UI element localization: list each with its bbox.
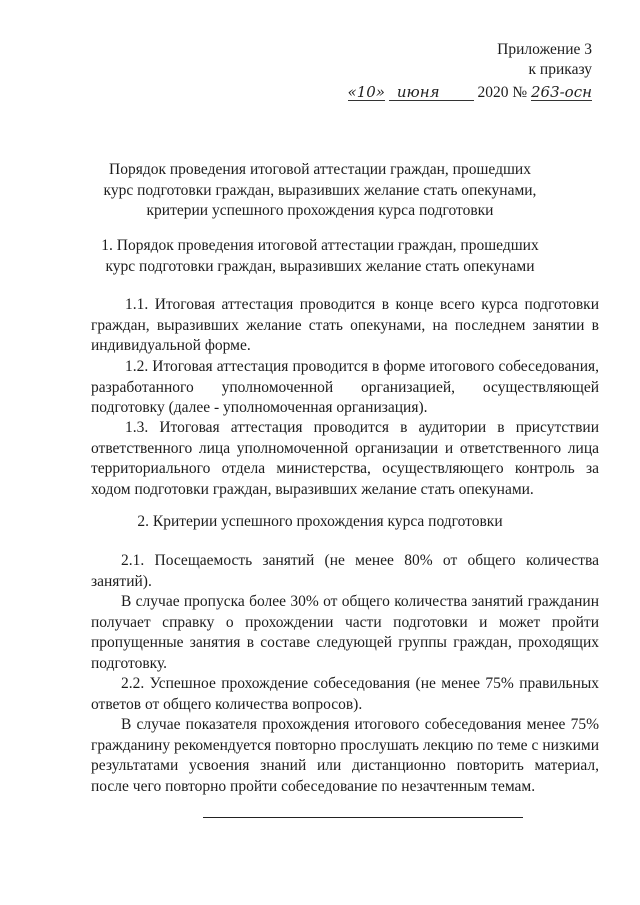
paragraph-2-2-note: В случае показателя прохождения итогового собеседования менее 75% гражданину рекомендуется повторно прослушать лекцию по теме с низкими результатами усвоения знаний или дистанционно повторить материал, после чего повторно пройти собеседование по незачтенным темам. [91,716,599,795]
order-number: 263-осн [530,83,592,101]
paragraph-1-3: 1.3. Итоговая аттестация проводится в аудитории в присутствии ответственного лица уполномоченной организации и ответственного лица территориального отдела министерства, осуществляющего контроль за ходом подготовки граждан, выразивших желание стать опекунами. [91,419,599,498]
order-year: 2020 № [477,84,528,101]
document-heading: Порядок проведения итоговой аттестации граждан, прошедших курс подготовки граждан, выразивших желание стать опекунами, критерии успешного прохождения курса подготовки [103,161,537,219]
paragraph-2-1-note: В случае пропуска более 30% от общего количества занятий гражданин получает справку о прохождении части подготовки и может пройти пропущенные занятия в составе следующей группы граждан, проходящих подготовку. [91,593,599,672]
paragraph-1-1: 1.1. Итоговая аттестация проводится в конце всего курса подготовки граждан, выразивших желание стать опекунами, на последнем занятии в индивидуальной форме. [91,296,599,354]
paragraph-2-1: 2.1. Посещаемость занятий (не менее 80% от общего количества занятий). [91,552,599,590]
paragraph-2-2: 2.2. Успешное прохождение собеседования (не менее 75% правильных ответов от общего количества вопросов). [91,675,599,713]
section-1-title: 1. Порядок проведения итоговой аттестации граждан, прошедших курс подготовки граждан, выразивших желание стать опекунами [101,237,539,275]
order-date-line [348,83,592,105]
order-month: июня [389,84,474,101]
closing-rule [203,817,523,818]
paragraph-1-2: 1.2. Итоговая аттестация проводится в форме итогового собеседования, разработанного уполномоченной организацией, осуществляющей подготовку (далее - уполномоченная организация). [91,358,599,416]
section-2-title: 2. Критерии успешного прохождения курса подготовки [137,513,503,530]
appendix-header [348,40,592,105]
appendix-to-order: к приказу [528,61,592,78]
appendix-title: Приложение 3 [497,41,592,58]
order-day: «10» [347,83,385,101]
